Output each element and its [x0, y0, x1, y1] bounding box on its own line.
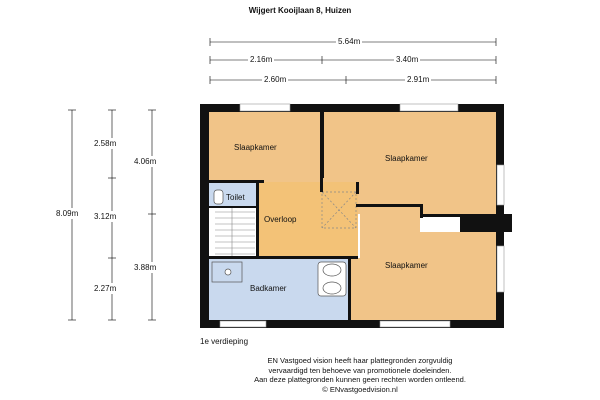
disclaimer-line-4: © ENvastgoedvision.nl: [322, 384, 398, 394]
dim-mid-b: 3.88m: [134, 263, 157, 272]
dim-total-width: 5.64m: [338, 37, 361, 46]
disclaimer: [0, 356, 600, 394]
dim-left-a: 2.58m: [94, 139, 117, 148]
disclaimer-line-2: vervaardigd ten behoeve van promotionele doeleinden.: [268, 365, 452, 375]
disclaimer-line-1: EN Vastgoed vision heeft haar plattegronden zorgvuldig: [267, 356, 453, 365]
room-label-slaapkamer-3: Slaapkamer: [385, 261, 428, 270]
dim-mid-a: 4.06m: [134, 157, 157, 166]
dim-total-height: 8.09m: [56, 209, 79, 218]
disclaimer-line-3: Aan deze plattegronden kunnen geen rechten worden ontleend.: [254, 375, 466, 384]
dim-row2-left: 2.60m: [264, 75, 287, 84]
room-label-overloop: Overloop: [264, 215, 297, 224]
plan-title: Wijgert Kooijlaan 8, Huizen: [248, 6, 352, 15]
room-label-slaapkamer-2: Slaapkamer: [385, 154, 428, 163]
dim-left-c: 2.27m: [94, 284, 117, 293]
dim-top-left: 2.16m: [250, 55, 273, 64]
floor-level-label: 1e verdieping: [200, 337, 249, 346]
stair-area: [208, 208, 258, 258]
room-label-badkamer: Badkamer: [250, 284, 287, 293]
dim-top-right: 3.40m: [396, 55, 419, 64]
room-label-slaapkamer-1: Slaapkamer: [234, 143, 277, 152]
dim-left-b: 3.12m: [94, 212, 117, 221]
dim-row2-right: 2.91m: [407, 75, 430, 84]
room-label-toilet: Toilet: [226, 193, 245, 202]
